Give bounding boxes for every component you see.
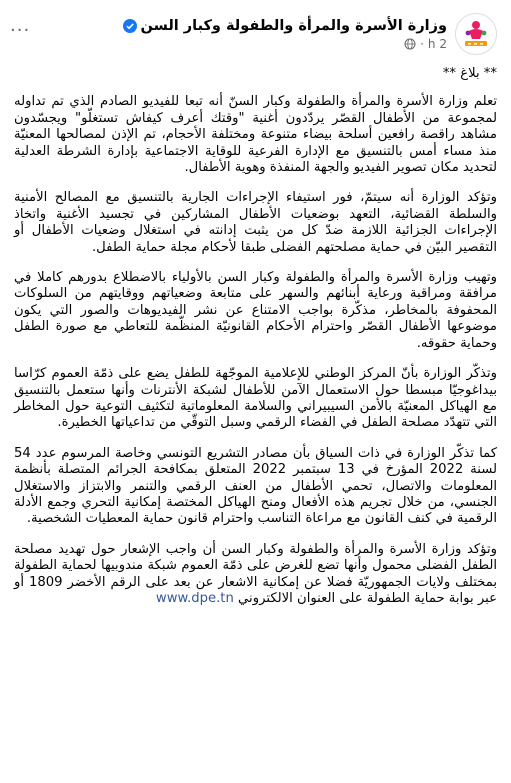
header-text — [10, 18, 447, 51]
globe-icon[interactable] — [404, 38, 416, 50]
post-paragraph: وتهيب وزارة الأسرة والمرأة والطفولة وكبار السن بالأولياء بالاضطلاع بدورهم كاملا في مرافقة ومراقبة ورعاية أبنائهم والسهر على متابعة وضعياتهم ووقايتهم من السلوكات المحفوفة بالمخاطر، مذكّرة بواجب الامتناع عن نشر الفيديوهات والصور التي يكون موضوعها الأطفال القصّر واحترام الأحكام القانونيّة المنظّمة للتعاطي مع صورة الطفل وحماية حقوقه. — [14, 270, 497, 351]
post-paragraph-text: وتؤكد وزارة الأسرة والمرأة والطفولة وكبار السن أن واجب الإشعار حول تهديد مصلحة الطفل الفضلى محمول وأنها تضع للغرض على ذمّة العموم شبكة مندوبيها لحماية الطفولة بمختلف ولايات الجمهوريّة فضلا عن إمكانية الاشعار عن بعد على الرقم الأخضر 1809 أو عبر بوابة حماية الطفولة على العنوان الالكتروني — [14, 541, 497, 606]
ministry-logo-icon — [456, 14, 496, 54]
page-name-row — [10, 18, 447, 34]
post-body — [14, 66, 497, 621]
verified-badge-icon — [123, 19, 137, 33]
post-header — [10, 8, 497, 60]
post-paragraph: ** بلاغ ** — [442, 66, 497, 81]
post-meta — [10, 37, 447, 51]
post-timestamp[interactable]: 2 h — [427, 36, 447, 51]
post-paragraph: وتذكّر الوزارة بأنّ المركز الوطني للإعلامية الموجّهة للطفل يضع على ذمّة العموم كرّاسا بيداغوجيّا مبسطا حول الاستعمال الآمن للأطفال لشبكة الأنترنات وأنها ستعمل بالتنسيق مع الهياكل المعنيّة بالأمن السيبيراني والسلامة المعلوماتية لتكثيف التوعية حول المخاطر التي تتهدّد مصلحة الطفل في الفضاء الرقمي وسبل التوقّي من تداعياتها الخطيرة. — [14, 366, 497, 431]
meta-separator: · — [420, 36, 424, 51]
more-options-icon[interactable]: ··· — [10, 20, 31, 41]
dpe-link[interactable]: www.dpe.tn — [155, 590, 234, 606]
page-avatar[interactable] — [455, 13, 497, 55]
page-name[interactable]: وزارة الأسرة والمرأة والطفولة وكبار السن — [140, 17, 447, 34]
post-paragraph — [14, 542, 497, 608]
post-paragraph: كما تذكّر الوزارة في ذات السياق بأن مصادر التشريع التونسي وخاصة المرسوم عدد 54 لسنة 2022 المؤرخ في 13 سبتمبر 2022 المتعلق بمكافحة الجرائم المتصلة بأنظمة المعلومات والاتصال، تحمي الأطفال من العنف الرقمي والتنمر والابتزاز والاستغلال الجنسي، من خلال تجريم هذه الأفعال ومنح الهياكل المختصة إمكانية التحري وجمع الأدلة الرقمية في كنف القانون مع مراعاة التناسب واحترام قانون حماية المعطيات الشخصية. — [14, 445, 497, 527]
post-paragraph: تعلم وزارة الأسرة والمرأة والطفولة وكبار السنّ أنه تبعا للفيديو الصادم الذي تم تداوله لمجموعة من الأطفال القصّر يردّدون أغنية "وقتك أعرف كيفاش تستغلّو" ويجسّدون مشاهد راقصة رافعين أسلحة بيضاء متنوعة ومختلفة الأحجام، تم الإذن لمصالحها المعنيّة منذ مساء أمس بالتنسيق مع الإدارة الفرعية للوقاية الاجتماعية بإدارة الشرطة العدلية لتحديد مكان تصوير الفيديو والجهة المنفذة وهوية الأطفال. — [14, 94, 497, 176]
post-paragraph: وتؤكد الوزارة أنه سيتمّ، فور استيفاء الإجراءات الجارية بالتنسيق مع المصالح الأمنية والسلطة القضائية، التعهد بوضعيات الأطفال المشاركين في تجسيد الأغنية واتخاذ الإجراءات الجزائية اللازمة ضدّ كل من يثبت إدانته في استغلال وضعيات الأطفال أو التقصير البيّن في حماية مصلحتهم الفضلى طبقا لأحكام مجلة حماية الطفل. — [14, 190, 497, 255]
